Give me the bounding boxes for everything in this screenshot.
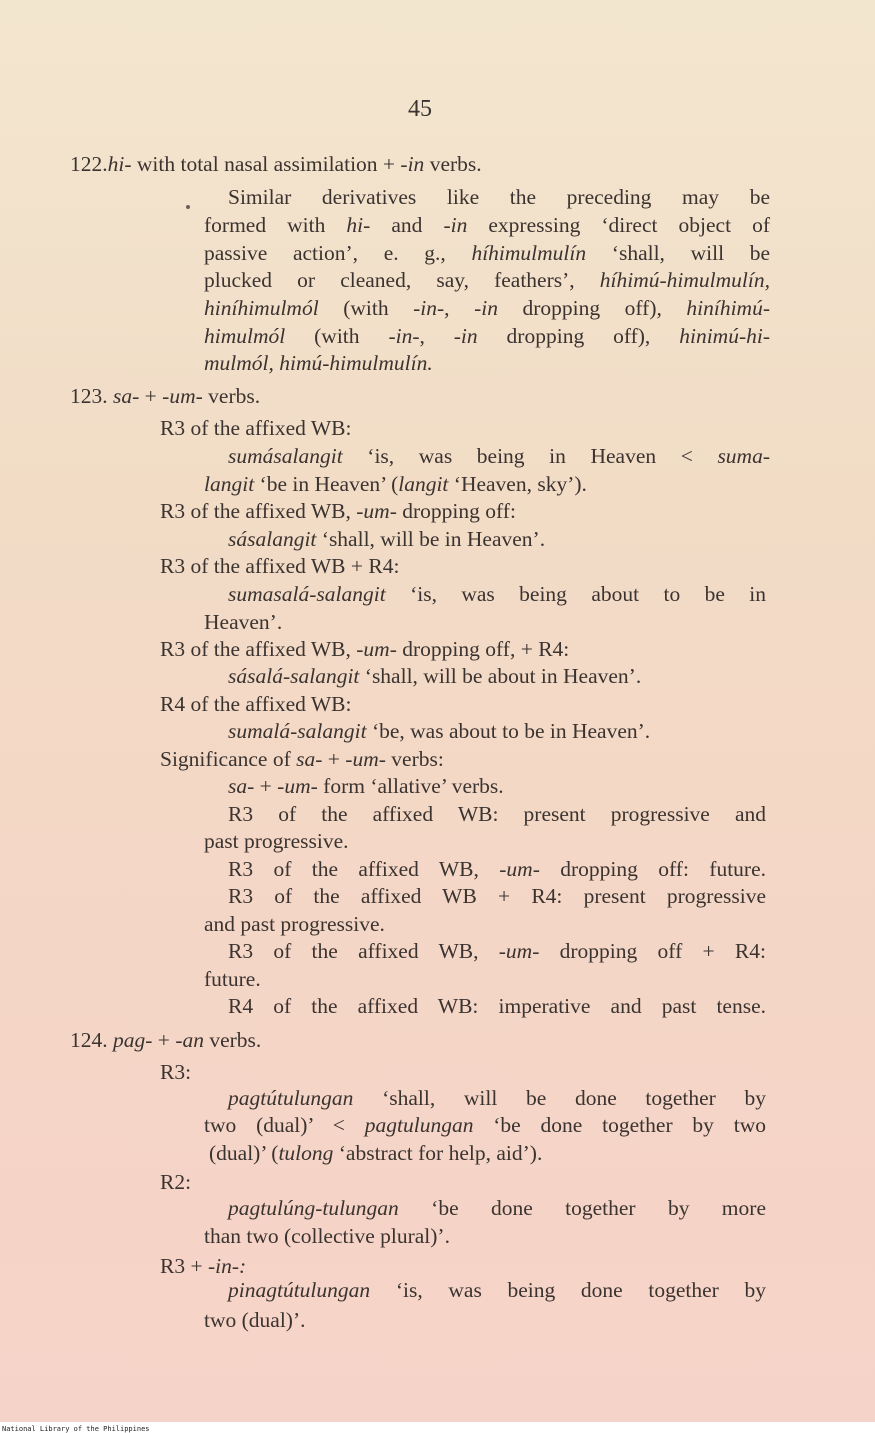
line-1: 122.hi- with total nasal assimilation + -in verbs. xyxy=(70,152,482,176)
line-15: R3 of the affixed WB + R4: xyxy=(160,554,400,578)
line-8: mulmól, himú-himulmulín. xyxy=(204,351,433,375)
line-38: pagtulúng-tulungan ‘be done together by more xyxy=(228,1196,766,1220)
line-19: sásalá-salangit ‘shall, will be about in Heaven’. xyxy=(228,664,642,688)
line-36: (dual)’ (tulong ‘abstract for help, aid’). xyxy=(209,1141,543,1165)
line-26: R3 of the affixed WB, -um- dropping off: future. xyxy=(228,857,766,881)
line-33: R3: xyxy=(160,1060,192,1084)
line-5: plucked or cleaned, say, feathers’, híhimú-himulmulín, xyxy=(204,268,770,292)
line-6: hiníhimulmól (with -in-, -in dropping off), hiníhimú- xyxy=(204,296,770,320)
line-41: pinagtútulungan ‘is, was being done together by xyxy=(228,1278,766,1302)
line-18: R3 of the affixed WB, -um- dropping off, + R4: xyxy=(160,637,570,661)
line-21: sumalá-salangit ‘be, was about to be in Heaven’. xyxy=(228,719,651,743)
line-40: R3 + -in-: xyxy=(160,1254,247,1278)
line-12: langit ‘be in Heaven’ (langit ‘Heaven, sky’). xyxy=(204,472,587,496)
line-14: sásalangit ‘shall, will be in Heaven’. xyxy=(228,527,546,551)
line-27: R3 of the affixed WB + R4: present progressive xyxy=(228,884,766,908)
line-13: R3 of the affixed WB, -um- dropping off: xyxy=(160,499,516,523)
line-2: Similar derivatives like the preceding may be xyxy=(228,185,770,209)
line-10: R3 of the affixed WB: xyxy=(160,416,352,440)
line-4: passive action’, e. g., híhimulmulín ‘shall, will be xyxy=(204,241,771,265)
line-28: and past progressive. xyxy=(204,912,385,936)
line-3: formed with hi- and -in expressing ‘direct object of xyxy=(204,213,771,237)
line-32: 124. pag- + -an verbs. xyxy=(70,1028,262,1052)
line-23: sa- + -um- form ‘allative’ verbs. xyxy=(228,774,504,798)
line-34: pagtútulungan ‘shall, will be done together by xyxy=(228,1086,766,1110)
line-20: R4 of the affixed WB: xyxy=(160,692,352,716)
line-25: past progressive. xyxy=(204,829,349,853)
line-30: future. xyxy=(204,967,261,991)
line-29: R3 of the affixed WB, -um- dropping off + R4: xyxy=(228,939,766,963)
line-31: R4 of the affixed WB: imperative and past tense. xyxy=(228,994,766,1018)
line-24: R3 of the affixed WB: present progressive and xyxy=(228,802,766,826)
line-37: R2: xyxy=(160,1170,192,1194)
line-42: two (dual)’. xyxy=(204,1308,306,1332)
footer-credit: National Library of the Philippines xyxy=(2,1425,150,1433)
line-35: two (dual)’ < pagtulungan ‘be done together by two xyxy=(204,1113,767,1137)
line-7: himulmól (with -in-, -in dropping off), hinimú-hi- xyxy=(204,324,770,348)
line-9: 123. sa- + -um- verbs. xyxy=(70,384,261,408)
line-39: than two (collective plural)’. xyxy=(204,1224,450,1248)
page-number: 45 xyxy=(408,96,432,122)
line-22: Significance of sa- + -um- verbs: xyxy=(160,747,444,771)
line-16: sumasalá-salangit ‘is, was being about to be in xyxy=(228,582,766,606)
line-17: Heaven’. xyxy=(204,610,283,634)
ink-speck xyxy=(186,205,190,209)
line-11: sumásalangit ‘is, was being in Heaven < suma- xyxy=(228,444,770,468)
